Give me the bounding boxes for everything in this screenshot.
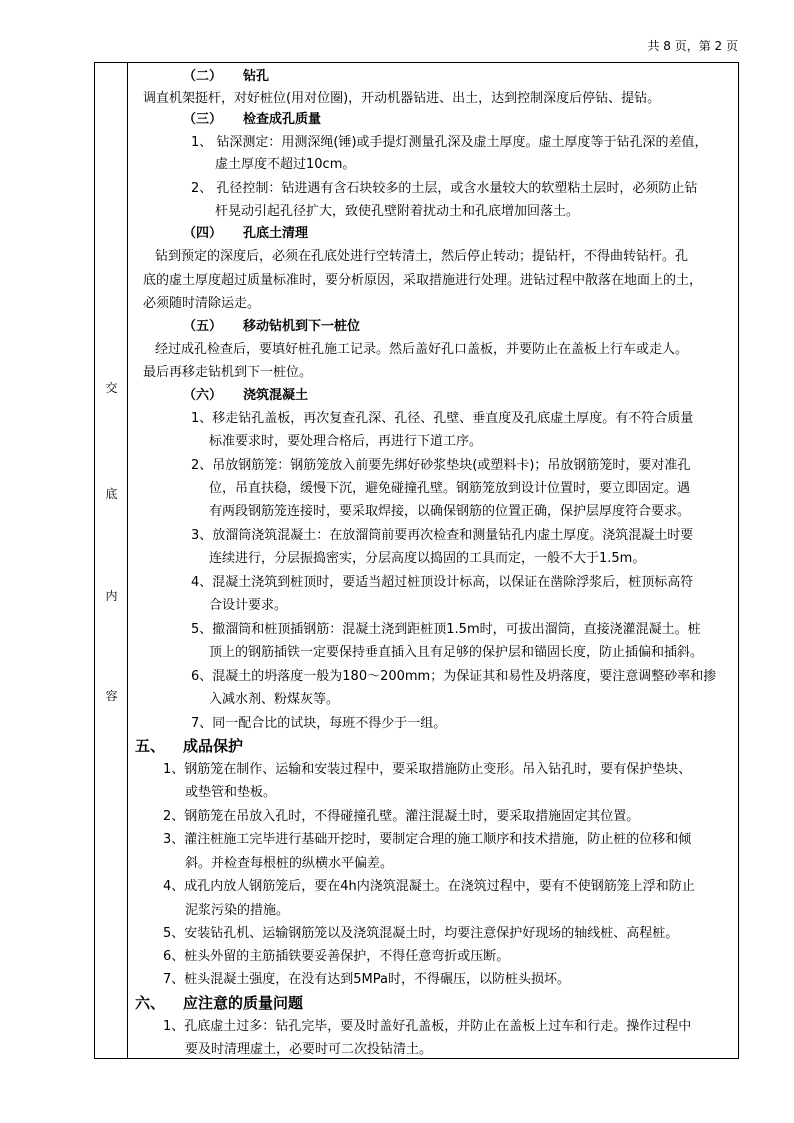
text-line: 4、成孔内放人钢筋笼后，要在4h内浇筑混凝土。在浇筑过程中，要有不使钢筋笼上浮和防止 bbox=[163, 879, 695, 894]
subsection-heading bbox=[183, 319, 360, 335]
left-label-column bbox=[95, 63, 128, 1058]
text-line: 4、混凝土浇筑到桩顶时，要适当超过桩顶设计标高，以保证在凿除浮浆后，桩顶标高符 bbox=[191, 575, 694, 590]
text-line: 5、撤溜筒和桩顶插钢筋：混凝土浇到距桩顶1.5m时，可拔出溜筒，直接浇灌混凝土。桩 bbox=[191, 622, 701, 637]
text-line: 钻到预定的深度后，必须在孔底处进行空转清土，然后停止转动；提钻杆，不得曲转钻杆。孔 bbox=[155, 249, 689, 264]
section-heading bbox=[135, 738, 243, 754]
text-line: 最后再移走钻机到下一桩位。 bbox=[143, 365, 313, 380]
text-line: 1、钢筋笼在制作、运输和安装过程中，要采取措施防止变形。吊入钻孔时，要有保护垫块、 bbox=[163, 762, 692, 777]
text-line: 合设计要求。 bbox=[209, 598, 288, 613]
text-line: 1、移走钻孔盖板，再次复查孔深、孔径、孔壁、垂直度及孔底虚土厚度。有不符合质量 bbox=[191, 411, 694, 426]
text-line: 5、安装钻孔机、运输钢筋笼以及浇筑混凝土时，均要注意保护好现场的轴线桩、高程桩。 bbox=[163, 926, 679, 941]
text-line: 斜。并检查每根桩的纵横水平偏差。 bbox=[185, 856, 394, 871]
text-line: 1、孔底虚土过多：钻孔完毕，要及时盖好孔盖板，并防止在盖板上过车和行走。操作过程中 bbox=[163, 1019, 692, 1034]
text-line: 虚土厚度不超过10cm。 bbox=[215, 157, 356, 172]
heading-number: （六） bbox=[183, 388, 223, 403]
text-line: 标准要求时，要处理合格后，再进行下道工序。 bbox=[209, 434, 483, 449]
heading-title: 浇筑混凝土 bbox=[243, 388, 309, 403]
text-line: 入减水剂、粉煤灰等。 bbox=[209, 692, 340, 707]
heading-title: 检查成孔质量 bbox=[243, 112, 322, 127]
text-line: 7、同一配合比的试块，每班不得少于一组。 bbox=[191, 716, 447, 731]
heading-number: 六、 bbox=[135, 994, 166, 1012]
subsection-heading bbox=[183, 112, 321, 128]
heading-title: 成品保护 bbox=[183, 737, 244, 755]
text-line: 位，吊直扶稳，缓慢下沉，避免碰撞孔壁。钢筋笼放到设计位置时，要立即固定。遇 bbox=[209, 481, 691, 496]
subsection-heading bbox=[183, 388, 308, 404]
text-line: 2、 孔径控制：钻进遇有含石块较多的土层，或含水量较大的软塑粘土层时，必须防止钻 bbox=[191, 181, 698, 196]
heading-number: （五） bbox=[183, 319, 223, 334]
subsection-heading bbox=[183, 226, 308, 242]
text-line: 1、 钻深测定：用测深绳(锤)或手提灯测量孔深及虚土厚度。虚土厚度等于钻孔深的差值， bbox=[191, 135, 708, 150]
text-line: 连续进行，分层振捣密实，分层高度以捣固的工具而定，一般不大于1.5m。 bbox=[209, 551, 646, 566]
text-line: 或垫管和垫板。 bbox=[185, 785, 277, 800]
left-label-char: 底 bbox=[105, 487, 118, 501]
text-line: 2、钢筋笼在吊放入孔时，不得碰撞孔壁。灌注混凝土时，要采取措施固定其位置。 bbox=[163, 809, 640, 824]
text-line: 7、桩头混凝土强度，在没有达到5MPa时，不得碾压，以防桩头损坏。 bbox=[163, 972, 570, 987]
heading-title: 移动钻机到下一桩位 bbox=[243, 319, 361, 334]
document-table bbox=[94, 62, 739, 1059]
text-line: 泥浆污染的措施。 bbox=[185, 903, 290, 918]
left-label-char: 容 bbox=[105, 689, 118, 703]
text-line: 经过成孔检查后，要填好桩孔施工记录。然后盖好孔口盖板，并要防止在盖板上行车或走人。 bbox=[155, 342, 689, 357]
left-label-char: 内 bbox=[105, 589, 118, 603]
subsection-heading bbox=[183, 69, 269, 85]
left-label-char: 交 bbox=[105, 381, 118, 395]
text-line: 必须随时清除运走。 bbox=[143, 296, 261, 311]
heading-title: 钻孔 bbox=[243, 69, 270, 84]
heading-number: 五、 bbox=[135, 737, 166, 755]
text-line: 调直机架挺杆，对好桩位(用对位圈)，开动机器钻进、出土，达到控制深度后停钻、提钻。 bbox=[143, 91, 661, 106]
text-line: 3、灌注桩施工完毕进行基础开挖时，要制定合理的施工顺序和技术措施，防止桩的位移和倾 bbox=[163, 832, 692, 847]
text-line: 6、桩头外留的主筋插铁要妥善保护，不得任意弯折或压断。 bbox=[163, 949, 510, 964]
text-line: 有两段钢筋笼连接时，要采取焊接，以确保钢筋的位置正确，保护层厚度符合要求。 bbox=[209, 504, 691, 519]
page-number: 共 8 页，第 2 页 bbox=[647, 39, 738, 53]
text-line: 6、混凝土的坍落度一般为180～200mm；为保证其和易性及坍落度，要注意调整砂率和掺 bbox=[191, 669, 717, 684]
text-line: 要及时清理虚土，必要时可二次投钻清土。 bbox=[185, 1042, 433, 1057]
heading-title: 应注意的质量问题 bbox=[183, 994, 304, 1012]
heading-title: 孔底土清理 bbox=[243, 226, 309, 241]
text-line: 底的虚土厚度超过质量标准时，要分析原因，采取措施进行处理。进钻过程中散落在地面上的土， bbox=[143, 273, 703, 288]
heading-number: （二） bbox=[183, 69, 223, 84]
heading-number: （三） bbox=[183, 112, 223, 127]
text-line: 3、放溜筒浇筑混凝土：在放溜筒前要再次检查和测量钻孔内虚土厚度。浇筑混凝土时要 bbox=[191, 528, 694, 543]
section-heading bbox=[135, 995, 303, 1011]
text-line: 杆晃动引起孔径扩大，致使孔壁附着扰动土和孔底增加回落土。 bbox=[215, 204, 580, 219]
text-line: 顶上的钢筋插铁一定要保持垂直插入且有足够的保护层和锚固长度，防止插偏和插斜。 bbox=[209, 645, 704, 660]
heading-number: （四） bbox=[183, 226, 223, 241]
text-line: 2、吊放钢筋笼：钢筋笼放入前要先绑好砂浆垫块(或塑料卡)；吊放钢筋笼时，要对准孔 bbox=[191, 458, 691, 473]
